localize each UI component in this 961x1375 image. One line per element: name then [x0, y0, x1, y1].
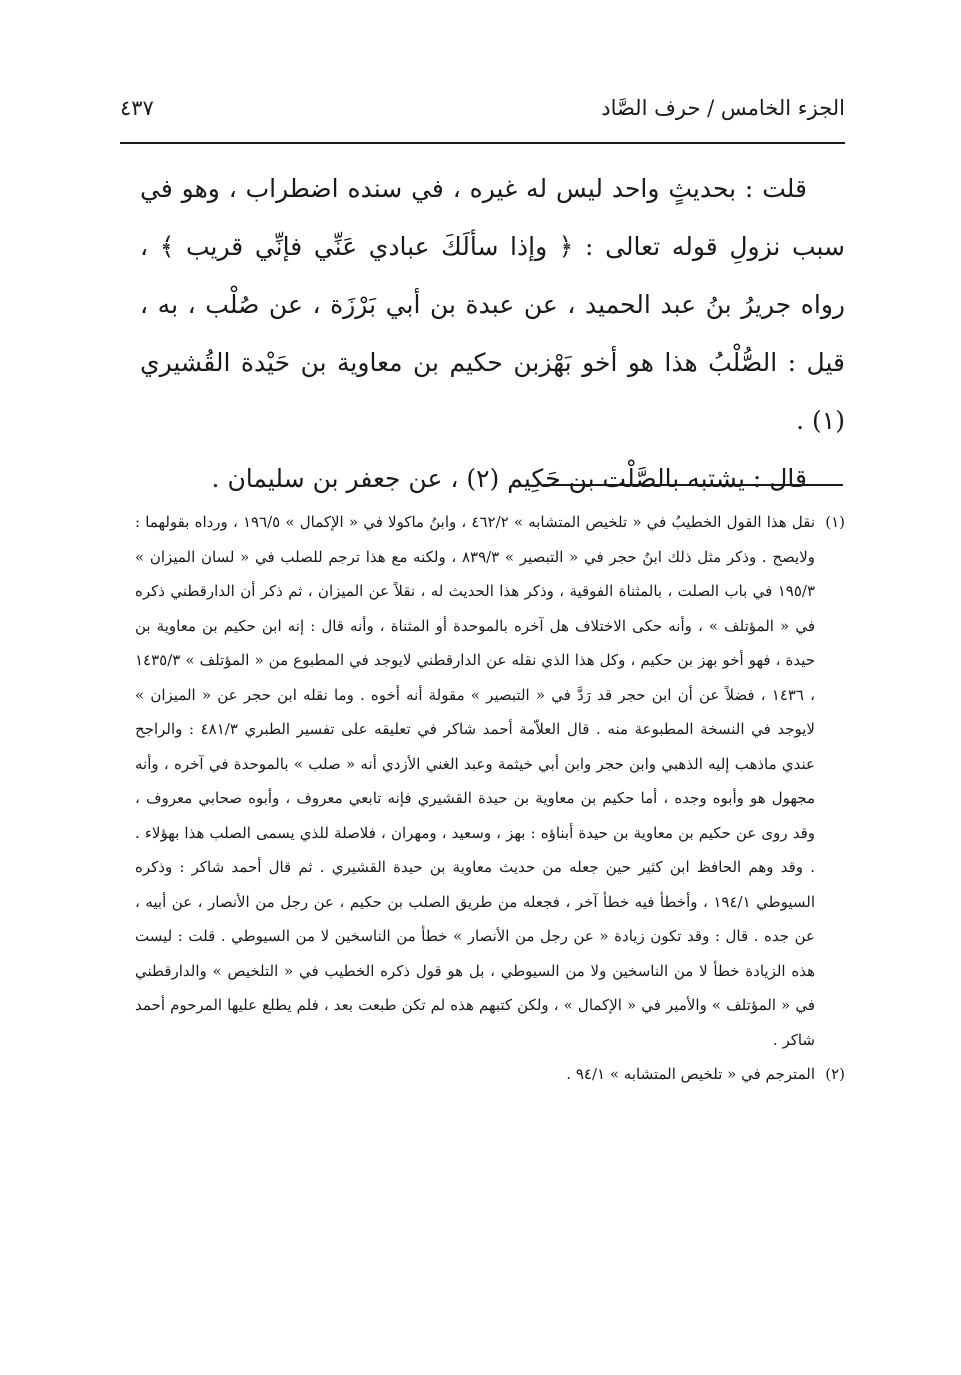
footnote-text: المترجم في « تلخيص المتشابه » ٩٤/١ .	[566, 1065, 815, 1083]
footnote	[135, 1057, 845, 1092]
footnote	[135, 505, 845, 1057]
main-text	[140, 160, 845, 508]
footnote-number: (١)	[825, 513, 845, 531]
main-paragraph: قال : يشتبه بالصَّلْت بن حَكِيم (٢) ، عن جعفر بن سليمان .	[211, 464, 807, 493]
footnote-text: نقل هذا القول الخطيبُ في « تلخيص المتشابه » ٤٦٢/٢ ، وابنُ ماكولا في « الإكمال » ١٩٦/٥ ، ورداه بقولهما : ولايصح . وذكر مثل ذلك ابنُ حجر في « التبصير » ٨٣٩/٣ ، ولكنه مع هذا ترجم للصلب في « لسان الميزان » ١٩٥/٣ في باب الصلت ، بالمثناة الفوقية ، وذكر هذا الحديث له ، نقلاً عن الميزان ، ثم ذكر أن الدارقطني ذكره في « المؤتلف » ، وأنه حكى الاختلاف هل آخره بالموحدة أو المثناة ، وأنه قال : إنه ابن حكيم بن معاوية بن حيدة ، فهو أخو بهز بن حكيم ، وكل هذا الذي نقله عن الدارقطني لايوجد في المطبوع من « المؤتلف » ١٤٣٥/٣ ، ١٤٣٦ ، فضلاً عن أن ابن حجر قد رَدَّ في « التبصير » مقولة أنه أخوه . وما نقله ابن حجر عن « الميزان » لايوجد في النسخة المطبوعة منه . قال العلاّمة أحمد شاكر في تعليقه على تفسير الطبري ٤٨١/٣ : والراجح عندي ماذهب إليه الذهبي وابن حجر وابن أبي خيثمة وعبد الغني الأزدي أنه « صلب » بالموحدة في آخره ، وأنه مجهول هو وأبوه وجده ، أما حكيم بن معاوية بن حيدة القشيري فإنه تابعي معروف ، وأبوه صحابي معروف ، وقد روى عن حكيم بن معاوية بن حيدة أبناؤه : بهز ، وسعيد ، ومهران ، فلاصلة للذي يسمى الصلب هذا بهؤلاء . . وقد وهم الحافظ ابن كثير حين جعله من حديث معاوية بن حيدة القشيري . ثم قال أحمد شاكر : وذكره السيوطي ١٩٤/١ ، وأخطأ فيه خطأ آخر ، فجعله من طريق الصلب بن حكيم ، عن رجل من الأنصار ، عن أبيه ، عن جده . قال : وقد تكون زيادة « عن رجل من الأنصار » خطأ من الناسخين لا من السيوطي . قلت : ليست هذه الزيادة خطأ لا من الناسخين ولا من السيوطي ، بل هو قول ذكره الخطيب في « التلخيص » والدارقطني في « المؤتلف » والأمير في « الإكمال » ، ولكن كتبهم هذه لم تكن طبعت بعد ، فلم يطلع عليها المرحوم أحمد شاكر .	[135, 513, 815, 1049]
header-rule	[120, 142, 845, 144]
running-head	[120, 92, 845, 132]
footnote-number: (٢)	[825, 1065, 845, 1083]
running-title: الجزء الخامس / حرف الصَّاد	[601, 96, 845, 120]
page-number: ٤٣٧	[120, 96, 154, 120]
footnotes	[135, 505, 845, 1092]
main-paragraph: قلت : بحديثٍ واحد ليس له غيره ، في سنده اضطراب ، وهو في سبب نزولِ قوله تعالى : ﴿ وإذا سألَكَ عبادي عَنِّي فإنِّي قريب ﴾ ، رواه جريرُ بنُ عبد الحميد ، عن عبدة بن أبي بَرْزَة ، عن صُلْب ، به ، قيل : الصُّلْبُ هذا هو أخو بَهْزبن حكيم بن معاوية بن حَيْدة القُشيري (١) .	[140, 174, 845, 435]
footnote-separator	[543, 484, 843, 486]
